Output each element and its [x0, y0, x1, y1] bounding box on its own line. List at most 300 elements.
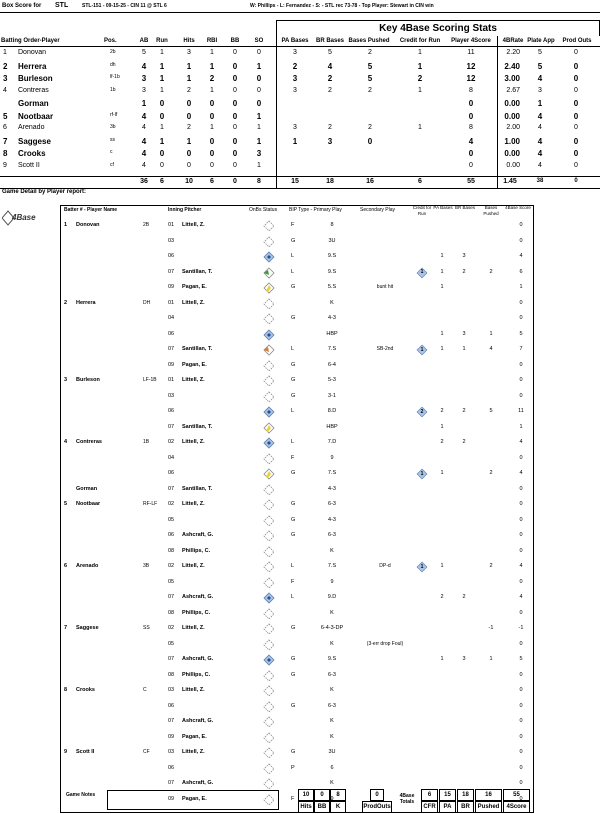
box-hits: 1	[186, 61, 192, 71]
box-rbi: 0	[209, 136, 215, 146]
detail-pushed: -1	[488, 625, 494, 631]
box-pa: 3	[293, 86, 297, 94]
box-prod: 0	[573, 149, 579, 158]
detail-bip: F	[291, 222, 295, 228]
detail-pitcher: Ashcraft, G.	[182, 656, 214, 662]
detail-inning: 03	[168, 392, 175, 399]
detail-pitcher: Littell, Z.	[182, 501, 205, 507]
detail-inning: 08	[168, 609, 175, 616]
box-rate: 2.40	[504, 61, 520, 71]
box-pa: 3	[293, 124, 297, 131]
box-pa: 1	[292, 136, 298, 146]
box-so: 3	[256, 149, 262, 158]
box-plate: 1	[537, 99, 543, 108]
box-br: 2	[328, 124, 332, 131]
detail-bip: G	[291, 501, 296, 507]
box-rate: 1.00	[504, 136, 520, 146]
detail-batter: Crooks	[76, 687, 95, 693]
detail-col-onbs-status: OnBs Status	[249, 207, 278, 213]
box-prod: 0	[573, 74, 579, 83]
detail-bip: G	[291, 315, 296, 321]
detail-pitcher: Ashcraft, G.	[182, 718, 214, 724]
detail-pa: 1	[440, 656, 444, 662]
total-k: 8	[330, 789, 346, 801]
box-total-hits: 10	[185, 178, 193, 185]
box-pos: 3b	[110, 124, 116, 130]
detail-bip: G	[291, 284, 296, 290]
box-pos: cf	[110, 161, 114, 168]
detail-pushed: 1	[489, 656, 493, 662]
box-bb: 0	[233, 86, 237, 94]
detail-col-bases-pushed: Bases Pushed	[483, 205, 499, 216]
box-rate: 0.00	[504, 111, 520, 121]
detail-cfr: 1	[420, 269, 424, 275]
total-prod-outs: 0	[370, 789, 384, 801]
label-cfr: CFR	[421, 801, 438, 813]
detail-pushed: 1	[489, 330, 493, 337]
onbase-diamond-icon	[263, 236, 275, 248]
detail-play: 4-3	[328, 516, 336, 523]
detail-pitcher: Littell, Z.	[182, 377, 205, 383]
onbase-diamond-icon	[263, 763, 275, 775]
onbase-diamond-icon	[263, 530, 275, 542]
detail-batter: Herrera	[76, 299, 96, 306]
box-so: 1	[257, 161, 261, 169]
key-stats-box	[276, 20, 600, 36]
detail-col-score: 4Base Score	[505, 205, 531, 210]
box-prod: 0	[573, 61, 579, 71]
game-notes-box[interactable]	[107, 790, 279, 810]
detail-play: HBP	[326, 330, 338, 337]
box-rbi: 0	[210, 161, 214, 169]
total-4score: 55	[503, 789, 530, 801]
label-pa: PA	[439, 801, 456, 813]
detail-batter-num: 3	[64, 377, 68, 383]
box-bb: 0	[232, 99, 238, 108]
detail-score: 0	[519, 516, 523, 523]
detail-pitcher: Littell, Z.	[182, 222, 205, 228]
box-rbi: 1	[210, 86, 214, 94]
detail-score: 1	[519, 423, 523, 430]
header-divider	[0, 12, 600, 13]
box-cfr: 1	[418, 49, 422, 56]
box-cfr: 1	[417, 61, 423, 71]
box-pushed: 5	[367, 74, 373, 83]
onbase-diamond-icon	[263, 561, 275, 573]
box-num: 8	[3, 149, 8, 158]
detail-score: 0	[519, 749, 523, 755]
detail-inning: 09	[168, 284, 175, 290]
detail-score: 0	[519, 237, 523, 244]
onbase-diamond-icon	[263, 313, 275, 325]
detail-batter-num: 5	[64, 501, 68, 507]
detail-play: K	[330, 640, 334, 647]
box-cfr: 1	[418, 86, 422, 94]
detail-bip: F	[291, 578, 295, 585]
detail-pa: 1	[440, 330, 444, 337]
detail-play: 3U	[328, 749, 336, 755]
detail-score: 0	[519, 578, 523, 585]
onbase-diamond-icon	[263, 251, 275, 263]
detail-cfr: 1	[420, 563, 424, 570]
detail-play: K	[330, 687, 334, 693]
box-bb: 0	[232, 61, 238, 71]
box-prod: 0	[574, 49, 578, 56]
total-cfr: 6	[421, 789, 438, 801]
detail-bip: F	[291, 795, 295, 802]
game-notes-label: Game Notes	[66, 792, 96, 798]
box-so: 0	[257, 86, 261, 94]
detail-pitcher: Ashcraft, G.	[182, 780, 214, 786]
box-rbi: 1	[210, 124, 214, 131]
label-prod-outs: ProdOuts	[362, 801, 392, 813]
box-total-ab: 36	[140, 178, 148, 185]
detail-score: 0	[519, 454, 523, 461]
detail-pitcher: Littell, Z.	[182, 625, 205, 631]
detail-batter: Saggese	[76, 625, 99, 631]
box-score: 12	[466, 74, 476, 83]
detail-bip: L	[291, 594, 295, 600]
box-hits: 1	[186, 74, 192, 83]
detail-batter-num: 8	[64, 687, 68, 693]
detail-inning: 03	[168, 687, 175, 693]
onbase-diamond-icon	[263, 685, 275, 697]
detail-inning: 05	[168, 516, 175, 523]
detail-score: 0	[519, 392, 523, 399]
key-left-rule	[276, 36, 277, 188]
detail-inning: 03	[168, 237, 175, 244]
detail-pa: 1	[440, 423, 444, 430]
box-player: Crooks	[18, 149, 46, 158]
detail-batter: Burleson	[76, 377, 100, 383]
onbase-diamond-icon	[263, 654, 275, 666]
detail-bip: G	[291, 392, 296, 399]
onbase-diamond-icon	[263, 608, 275, 620]
detail-pos: SS	[143, 625, 150, 631]
detail-batter-num: 1	[64, 222, 68, 228]
box-hits: 0	[186, 149, 192, 158]
detail-pos: 1B	[143, 439, 150, 445]
onbase-diamond-icon	[263, 344, 275, 356]
detail-score: 0	[519, 501, 523, 507]
box-run: 1	[160, 49, 164, 56]
box-player: Herrera	[18, 61, 47, 71]
detail-pos: 3B	[143, 563, 150, 569]
detail-pa: 1	[440, 346, 444, 352]
detail-pa: 2	[440, 408, 444, 414]
detail-inning: 07	[168, 268, 175, 275]
detail-score: 0	[519, 671, 523, 678]
detail-inning: 06	[168, 253, 175, 259]
detail-inning: 01	[168, 377, 175, 383]
box-total-pushed: 16	[366, 178, 374, 185]
detail-batter-num: 6	[64, 563, 68, 569]
detail-bip: G	[291, 532, 296, 538]
box-num: 1	[3, 49, 7, 56]
detail-col-br-bases: BR Bases	[454, 205, 475, 210]
detail-play: 7.S	[327, 346, 337, 352]
detail-pitcher: Littell, Z.	[182, 749, 205, 755]
detail-pa: 1	[440, 470, 444, 476]
onbase-diamond-icon	[263, 515, 275, 527]
box-num: 4	[3, 86, 7, 94]
onbase-diamond-icon	[263, 406, 275, 418]
box-run: 0	[159, 149, 165, 158]
onbase-diamond-icon	[263, 282, 275, 294]
detail-pos: LF-1B	[143, 377, 157, 383]
detail-bip: G	[291, 671, 296, 678]
detail-pitcher: Santillan, T.	[182, 268, 213, 275]
box-score: 0	[469, 161, 473, 169]
detail-bip: L	[291, 408, 295, 414]
detail-batter: Contreras	[76, 439, 102, 445]
onbase-diamond-icon	[263, 360, 275, 372]
detail-inning: 02	[168, 439, 175, 445]
label-br: BR	[457, 801, 474, 813]
detail-score: 1	[519, 284, 523, 290]
detail-pitcher: Littell, Z.	[182, 687, 205, 693]
box-so: 1	[256, 61, 262, 71]
detail-pos: DH	[143, 299, 151, 306]
detail-play: HBP	[326, 423, 338, 430]
box-total-pa: 15	[291, 178, 299, 185]
box-num: 6	[3, 124, 7, 131]
box-hits: 2	[187, 124, 191, 131]
box-player: Scott II	[18, 161, 40, 169]
detail-score: 0	[519, 222, 523, 228]
box-col-bb: BB	[230, 38, 240, 44]
box-plate: 4	[538, 124, 542, 131]
detail-score: 4	[519, 470, 523, 476]
box-totals-rule	[0, 176, 600, 177]
box-col-hits: Hits	[183, 38, 195, 44]
box-score: 0	[468, 149, 474, 158]
box-ab: 4	[142, 161, 146, 169]
box-score: 4	[468, 136, 474, 146]
total-br: 18	[457, 789, 474, 801]
detail-pitcher: Phillips, C.	[182, 671, 211, 678]
detail-play: 9.S	[327, 656, 337, 662]
box-score: 8	[469, 124, 473, 131]
box-bb: 0	[232, 111, 238, 121]
detail-batter: Donovan	[76, 222, 100, 228]
onbase-diamond-icon	[263, 623, 275, 635]
box-bb: 0	[232, 149, 238, 158]
detail-inning: 05	[168, 640, 175, 647]
box-plate: 3	[538, 86, 542, 94]
onbase-diamond-icon	[263, 639, 275, 651]
detail-play: 8.D	[327, 408, 337, 414]
box-ab: 4	[141, 149, 147, 158]
box-br: 5	[328, 49, 332, 56]
box-num: 3	[3, 74, 8, 83]
box-col-so: SO	[254, 38, 264, 44]
onbase-diamond-icon	[263, 592, 275, 604]
detail-score: 4	[519, 594, 523, 600]
detail-play: K	[330, 718, 334, 724]
box-bb: 0	[233, 124, 237, 131]
detail-br: 3	[462, 330, 466, 337]
detail-score: 0	[519, 687, 523, 693]
detail-bip: G	[291, 749, 296, 755]
box-pushed: 2	[368, 86, 372, 94]
box-run: 0	[159, 99, 165, 108]
detail-bip: L	[291, 439, 295, 445]
detail-score: 0	[519, 361, 523, 368]
box-so: 1	[256, 111, 262, 121]
detail-play: 6-3	[328, 702, 336, 709]
detail-batter-num: 4	[64, 439, 68, 445]
detail-pitcher: Ashcraft, G.	[182, 532, 214, 538]
box-rbi: 1	[210, 49, 214, 56]
box-pushed: 2	[368, 124, 372, 131]
detail-play: 7.D	[327, 439, 337, 445]
box-rate: 2.00	[506, 124, 520, 131]
detail-play: K	[330, 780, 334, 786]
detail-inning: 07	[168, 485, 175, 492]
detail-play: 6-3	[328, 501, 336, 507]
box-hits: 3	[187, 49, 191, 56]
detail-pitcher: Littell, Z.	[182, 563, 205, 569]
box-rbi: 0	[209, 111, 215, 121]
box-col-run: Run	[156, 38, 168, 44]
detail-secondary: bunt hit	[376, 284, 394, 290]
detail-pitcher: Santillan, T.	[182, 485, 213, 492]
detail-play: K	[330, 733, 334, 740]
detail-inning: 04	[168, 454, 175, 461]
box-player: Nootbaar	[18, 111, 54, 121]
detail-pitcher: Littell, Z.	[182, 299, 205, 306]
onbase-diamond-icon	[263, 778, 275, 790]
onbase-diamond-icon	[263, 267, 275, 279]
detail-secondary: (3-err drop Foul)	[366, 640, 404, 647]
box-header-underline	[0, 46, 600, 47]
box-bottom-rule	[0, 188, 600, 189]
detail-col-secondary: Secondary Play	[360, 207, 396, 213]
detail-score: 0	[519, 764, 523, 771]
detail-batter-num: 2	[64, 299, 68, 306]
detail-score: 0	[519, 299, 523, 306]
box-total-so: 8	[257, 178, 261, 185]
detail-score: 4	[519, 563, 523, 569]
onbase-diamond-icon	[263, 732, 275, 744]
team-abbrev: STL	[55, 2, 69, 9]
detail-score: 0	[519, 532, 523, 538]
detail-col-pa-bases: PA Bases	[433, 205, 453, 210]
detail-inning: 01	[168, 299, 175, 306]
box-col-order-player: Batting Order-Player	[1, 38, 60, 44]
onbase-diamond-icon	[263, 375, 275, 387]
detail-batter: Scott II	[76, 749, 95, 755]
detail-pa: 1	[440, 268, 444, 275]
box-rate: 0.00	[504, 149, 520, 158]
detail-bip: G	[291, 656, 296, 662]
detail-pitcher: Pagan, E.	[182, 795, 207, 802]
key-stats-title: Key 4Base Scoring Stats	[379, 23, 497, 34]
box-pos: 2b	[110, 49, 116, 55]
box-num: 2	[3, 61, 8, 71]
detail-pa: 1	[440, 284, 444, 290]
detail-play: 9	[330, 578, 334, 585]
box-ab: 4	[141, 61, 147, 71]
box-col-pa-bases: PA Bases	[281, 38, 309, 44]
detail-pitcher: Phillips, C.	[182, 609, 211, 616]
box-total-score: 55	[467, 178, 475, 185]
detail-inning: 08	[168, 547, 175, 554]
box-run: 1	[159, 74, 165, 83]
box-pos: rf-lf	[110, 111, 118, 118]
box-ab: 4	[141, 111, 147, 121]
detail-bip: G	[291, 625, 296, 631]
onbase-diamond-icon	[263, 391, 275, 403]
box-num: 9	[3, 161, 7, 169]
detail-play: 6-3	[328, 671, 336, 678]
box-so: 1	[256, 136, 262, 146]
detail-bip: G	[291, 361, 296, 368]
detail-bip: L	[291, 346, 295, 352]
detail-br: 2	[462, 439, 466, 445]
detail-play: 7.S	[327, 563, 337, 569]
detail-score: 6	[519, 268, 523, 275]
onbase-diamond-icon	[263, 499, 275, 511]
4base-logo	[2, 208, 40, 228]
box-total-cfr: 6	[418, 178, 422, 185]
box-score: 11	[467, 49, 475, 56]
onbase-diamond-icon	[263, 747, 275, 759]
box-bb: 0	[232, 136, 238, 146]
box-prod: 0	[574, 161, 578, 169]
detail-inning: 01	[168, 222, 175, 228]
detail-play: 3-1	[328, 392, 336, 399]
onbase-diamond-icon	[263, 546, 275, 558]
box-run: 0	[159, 111, 165, 121]
logo-text: 4Base	[12, 213, 36, 222]
onbase-diamond-icon	[263, 437, 275, 449]
box-pa: 3	[292, 74, 298, 83]
detail-pushed: 4	[489, 346, 493, 352]
box-so: 0	[256, 99, 262, 108]
detail-inning: 03	[168, 749, 175, 755]
detail-pa: 1	[440, 563, 444, 569]
box-so: 1	[257, 124, 261, 131]
onbase-diamond-icon	[263, 329, 275, 341]
detail-score: 7	[519, 346, 523, 352]
label-4base-totals: 4Base Totals	[399, 793, 415, 805]
detail-bip: P	[291, 764, 295, 771]
box-br: 2	[327, 74, 333, 83]
detail-pa: 2	[440, 439, 444, 445]
box-pushed: 2	[368, 49, 372, 56]
box-total-plate: 38	[536, 178, 544, 184]
detail-score: 4	[519, 253, 523, 259]
box-total-run: 6	[160, 178, 164, 185]
detail-pos: 2B	[143, 222, 150, 228]
box-total-prod: 0	[574, 178, 578, 184]
onbase-diamond-icon	[263, 670, 275, 682]
detail-batter: Gorman	[76, 485, 98, 492]
detail-inning: 07	[168, 346, 175, 352]
key-right-rule	[497, 36, 498, 188]
box-bb: 0	[233, 161, 237, 169]
detail-bip: G	[291, 377, 296, 383]
box-rbi: 2	[209, 74, 215, 83]
detail-secondary: DP-d	[379, 563, 391, 569]
detail-secondary: SB-2nd	[376, 346, 394, 352]
detail-inning: 06	[168, 330, 175, 337]
detail-score: 0	[519, 795, 523, 802]
detail-play: 6	[330, 764, 334, 771]
box-col-br-bases: BR Bases	[315, 38, 344, 44]
